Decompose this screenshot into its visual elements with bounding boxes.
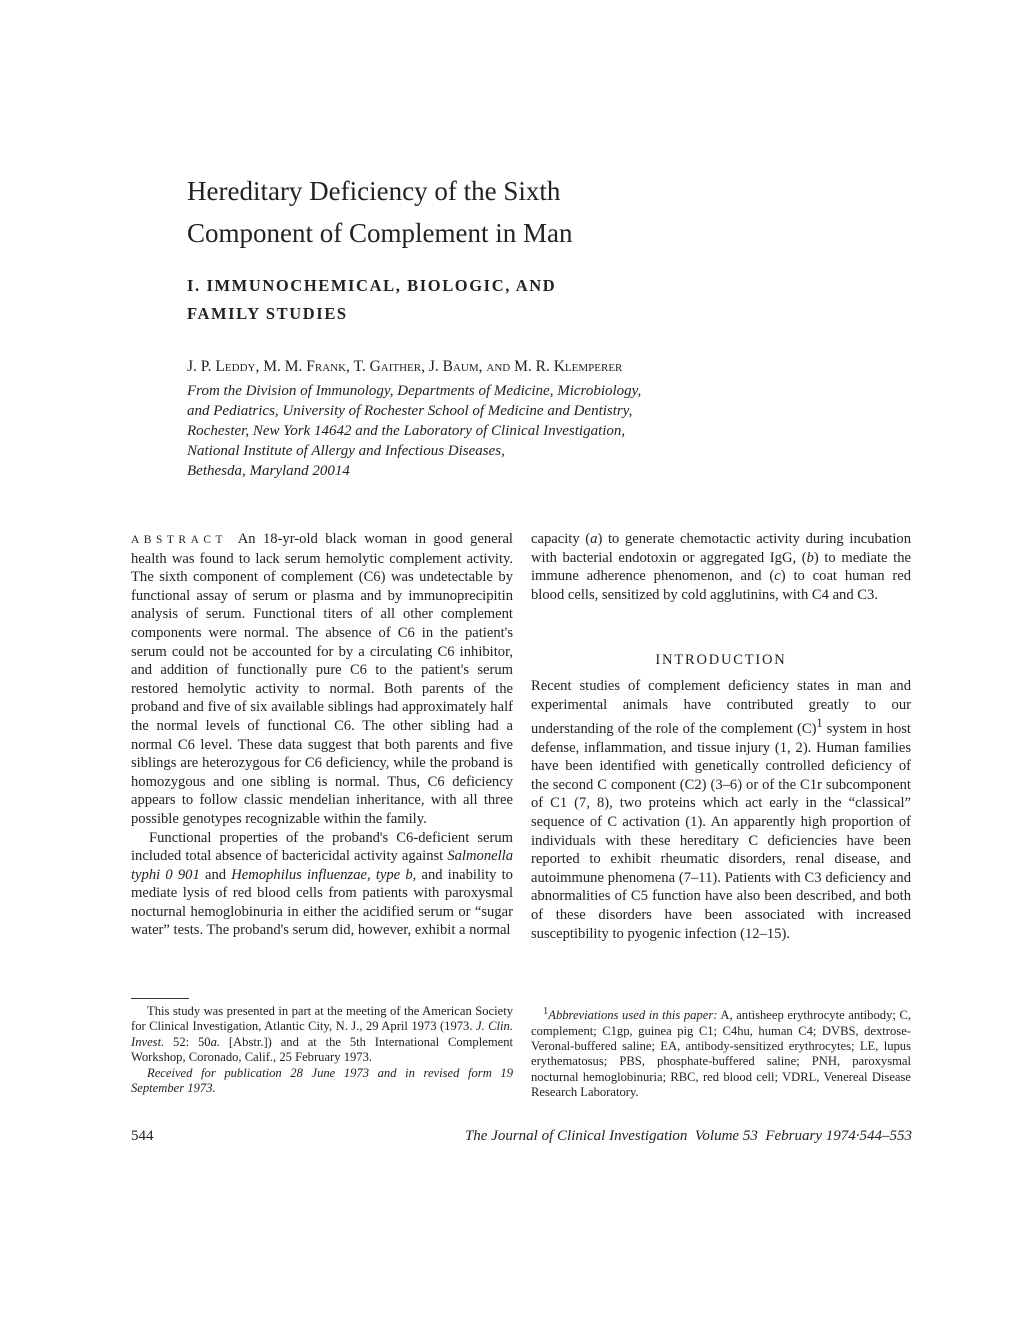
introduction-body xyxy=(531,677,911,943)
abstract-text: ) to generate chemotactic activity during incubation with bacterial endotoxin or aggregated IgG, ( xyxy=(531,531,911,566)
list-marker: c xyxy=(774,568,781,585)
abstract-text: and xyxy=(199,866,232,883)
abbreviations-note xyxy=(531,1004,911,1101)
abstract-text: Functional properties of the proband's C6-deficient serum included total absence of bactericidal activity against xyxy=(131,829,513,865)
footnote-right xyxy=(531,1004,911,1101)
footnote-marker: 1 xyxy=(816,716,823,731)
note-text: This study was presented in part at the meeting of the American Society for Clinical Investigation, Atlantic City, N. J., 29 April 1973 (1973. xyxy=(131,1004,513,1034)
introduction-heading: INTRODUCTION xyxy=(655,652,787,668)
affiliation xyxy=(187,381,827,481)
note-text: 52: 50 xyxy=(164,1034,211,1049)
article-title xyxy=(187,170,747,254)
organism-name: Hemophilus influenzae, type b, xyxy=(231,866,417,883)
abstract-text: An 18-yr-old black woman in good general health was found to lack serum hemolytic complement activity. The sixth component of complement (C6) was undetectable by functional assay of serum or plasma and by immunoprecipitin analysis of serum. Functional titers of all other complement components were normal. The absence of C6 in the patient's serum could not be accounted for by a circulating C6 inhibitor, and addition of functionally pure C6 to the patient's serum restored hemolytic activity to normal. Both parents of the proband and five of six available siblings had approximately half the normal levels of functional C6. The other sibling had a normal C6 level. These data suggest that both parents and five siblings are heterozygous for C6 deficiency, while the proband is homozygous and one sibling is normal. Thus, C6 deficiency appears to follow classic mendelian inheritance, with all three possible genotypes recognizable within the family. xyxy=(131,531,513,827)
abstract-label: ABSTRACT xyxy=(131,534,228,546)
footnote-marker: 1 xyxy=(543,1006,549,1017)
list-marker: a xyxy=(590,531,598,547)
list-marker: b xyxy=(806,549,814,566)
abstract-paragraph-3 xyxy=(531,530,911,604)
abstract-text: ) to mediate the immune adherence phenomenon, and ( xyxy=(531,549,911,585)
page-number: 544 xyxy=(131,1128,154,1144)
abstract-paragraph-1 xyxy=(131,530,513,829)
abbreviations-lead: Abbreviations used in this paper: xyxy=(548,1008,718,1023)
affiliation-line: From the Division of Immunology, Departments of Medicine, Microbiology, xyxy=(187,383,642,399)
article-subtitle xyxy=(187,272,747,328)
affiliation-line: Rochester, New York 14642 and the Laboratory of Clinical Investigation, xyxy=(187,423,626,439)
presentation-note xyxy=(131,1004,513,1066)
footnote-rule xyxy=(131,998,189,999)
abstract-column-right xyxy=(531,530,911,604)
journal-volume: Volume 53 xyxy=(694,1128,758,1144)
abbreviations-text: A, antisheep erythrocyte antibody; C, complement; C1gp, guinea pig C1; C4hu, human C4; DVBS, dextrose-Veronal-buffered saline; EA, antibody-sensitized erythrocytes; LE, lupus erythematosus; PBS, phosphate-buffered saline; PNH, paroxysmal nocturnal hemoglobinuria; RBC, red blood cell; VDRL, Venereal Disease Research Laboratory. xyxy=(531,1008,912,1100)
received-note: Received for publication 28 June 1973 and in revised form 19 September 1973. xyxy=(131,1065,513,1096)
abstract-column-left xyxy=(131,530,513,940)
abstract-text: and inability to mediate lysis of red blood cells from patients with paroxysmal nocturnal hemoglobinuria in either the acidified serum or “sugar water” tests. The proband's serum did, however, exhibit a normal xyxy=(131,866,513,939)
note-text: a. xyxy=(210,1034,221,1049)
journal-date-pages: February 1974·544–553 xyxy=(765,1128,912,1144)
journal-citation xyxy=(465,1128,912,1145)
organism-name: Salmonella typhi 0 901 xyxy=(131,848,513,883)
affiliation-line: National Institute of Allergy and Infectious Diseases, xyxy=(187,443,505,459)
introduction-paragraph xyxy=(531,677,911,943)
abstract-paragraph-2 xyxy=(131,829,513,941)
intro-text: Recent studies of complement deficiency states in man and experimental animals have contributed greatly to our understanding of the role of the complement (C) xyxy=(531,678,911,738)
footnote-left xyxy=(131,1004,513,1096)
abstract-text: ) to coat human red blood cells, sensitized by cold agglutinins, with C4 and C3. xyxy=(531,568,912,603)
intro-text: system in host defense, inflammation, and tissue injury (1, 2). Human families have been identified with genetically controlled deficiency of the second C component (C2) (3–6) or of the C1r subcomponent of C1 (7, 8), two proteins which act early in the “classical” sequence of C activation (1). An apparently high proportion of individuals with these hereditary C deficiencies have been reported to exhibit rheumatic disorders, renal disease, and autoimmune phenomena (7–11). Patients with C3 deficiency and abnormalities of C5 function have also been described, and both of these disorders have been associated with increased susceptibility to pyogenic infection (12–15). xyxy=(531,721,911,942)
journal-abbrev: J. Clin. Invest. xyxy=(131,1019,513,1049)
title-line-1: Hereditary Deficiency of the Sixth xyxy=(187,176,561,206)
subtitle-line-2: FAMILY STUDIES xyxy=(187,304,348,323)
journal-name: The Journal of Clinical Investigation xyxy=(464,1128,688,1144)
title-line-2: Component of Complement in Man xyxy=(187,218,573,248)
subtitle-line-1: I. IMMUNOCHEMICAL, BIOLOGIC, AND xyxy=(187,276,557,295)
author-list: J. P. Leddy, M. M. Frank, T. Gaither, J. Baum, and M. R. Klemperer xyxy=(187,358,623,375)
note-text: [Abstr.]) and at the 5th International Complement Workshop, Coronado, Calif., 25 February 1973. xyxy=(131,1034,514,1065)
abstract-text: capacity ( xyxy=(531,531,591,547)
affiliation-line: and Pediatrics, University of Rochester School of Medicine and Dentistry, xyxy=(187,403,633,419)
affiliation-line: Bethesda, Maryland 20014 xyxy=(187,463,350,479)
